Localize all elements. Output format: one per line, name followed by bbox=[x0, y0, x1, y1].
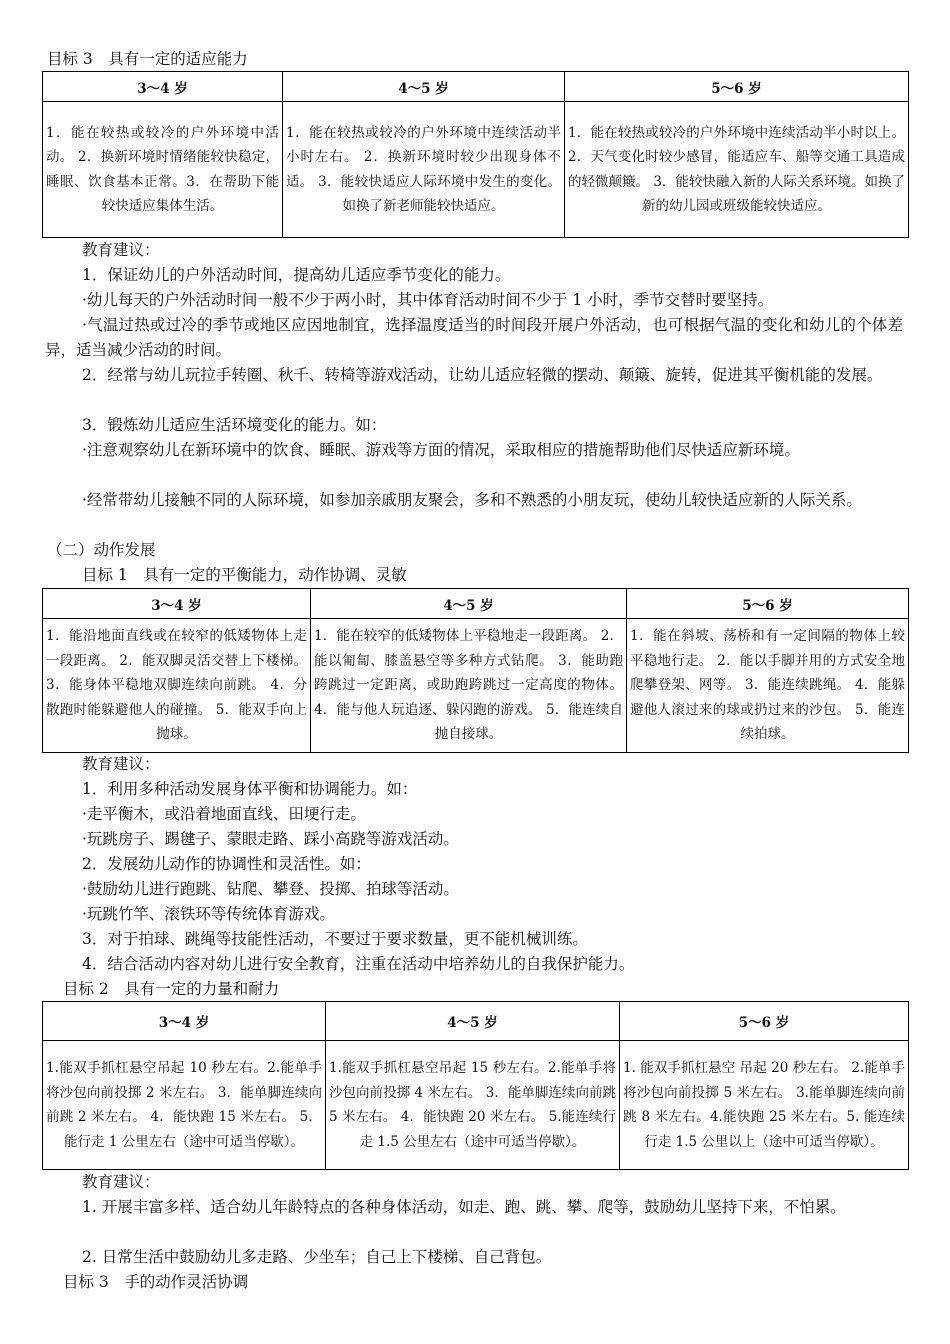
advice-item: ·走平衡木，或沿着地面直线、田埂行走。 bbox=[82, 805, 366, 823]
goal3b-title: 目标 3 手的动作灵活协调 bbox=[63, 1273, 249, 1291]
table-cell: 1．能在较窄的低矮物体上平稳地走一段距离。 2．能以匍匐、膝盖悬空等多种方式钻爬。 3．能助跑跨跳过一定距离，或助跑跨跳过一定高度的物体。 4．能与他人玩追逐、躲闪跑的游戏。 5．能连续自抛自接球。 bbox=[311, 619, 627, 753]
advice-item: 1. 开展丰富多样、适合幼儿年龄特点的各种身体活动，如走、跑、跳、攀、爬等，鼓励幼儿坚持下来，不怕累。 bbox=[82, 1198, 846, 1216]
table-cell: 1．能在斜坡、荡桥和有一定间隔的物体上较平稳地行走。 2．能以手脚并用的方式安全地爬攀登架、网等。 3．能连续跳绳。 4．能躲避他人滚过来的球或扔过来的沙包。 5．能连续拍球。 bbox=[627, 619, 909, 753]
advice-item: 1．利用多种活动发展身体平衡和协调能力。如： bbox=[82, 780, 418, 798]
advice-item: 3．锻炼幼儿适应生活环境变化的能力。如： bbox=[82, 416, 387, 434]
age-header-3-4: 3～4 岁 bbox=[43, 1002, 326, 1041]
adaptation-table bbox=[42, 71, 909, 238]
age-header-5-6: 5～6 岁 bbox=[627, 589, 909, 619]
goal1-title: 目标 1 具有一定的平衡能力，动作协调、灵敏 bbox=[82, 566, 407, 584]
table-cell: 1．能沿地面直线或在较窄的低矮物体上走一段距离。 2．能双脚灵活交替上下楼梯。 3．能身体平稳地双脚连续向前跳。 4．分散跑时能躲避他人的碰撞。 5．能双手向上抛球。 bbox=[43, 619, 311, 753]
advice-item: 2．发展幼儿动作的协调性和灵活性。如： bbox=[82, 855, 371, 873]
advice-item: ·注意观察幼儿在新环境中的饮食、睡眠、游戏等方面的情况，采取相应的措施帮助他们尽快适应新环境。 bbox=[82, 441, 800, 459]
goal3-title: 目标 3 具有一定的适应能力 bbox=[47, 50, 248, 68]
table-cell: 1.能双手抓杠悬空吊起 10 秒左右。2.能单手将沙包向前投掷 2 米左右。 3．能单脚连续向前跳 2 米左右。 4．能快跑 15 米左右。 5．能行走 1 公里左右（途中可适当停歇）。 bbox=[43, 1041, 326, 1170]
advice-label: 教育建议： bbox=[82, 241, 160, 259]
table-cell: 1．能在较热或较冷的户外环境中连续活动半小时以上。 2．天气变化时较少感冒，能适应车、船等交通工具造成的轻微颠簸。 3．能较快融入新的人际关系环境。如换了新的幼儿园或班级能较快适应。 bbox=[565, 102, 909, 238]
advice-item: 4．结合活动内容对幼儿进行安全教育，注重在活动中培养幼儿的自我保护能力。 bbox=[82, 955, 635, 973]
advice-item: ·玩跳竹竿、滚铁环等传统体育游戏。 bbox=[82, 905, 335, 923]
table-cell: 1. 能双手抓杠悬空 吊起 20 秒左右。 2.能单手将沙包向前投掷 5 米左右。 3.能单脚连续向前跳 8 米左右。4.能快跑 25 米左右。5. 能连续行走 1.5 公里以上（途中可适当停歇）。 bbox=[620, 1041, 909, 1170]
age-header-4-5: 4～5 岁 bbox=[311, 589, 627, 619]
advice-item: 2. 日常生活中鼓励幼儿多走路、少坐车；自己上下楼梯、自己背包。 bbox=[82, 1248, 552, 1266]
table-cell: 1.能双手抓杠悬空吊起 15 秒左右。2.能单手将沙包向前投掷 4 米左右。 3．能单脚连续向前跳 5 米左右。 4．能快跑 20 米左右。 5.能连续行走 1.5 公里左右（途中可适当停歇）。 bbox=[326, 1041, 620, 1170]
advice-label: 教育建议： bbox=[82, 755, 160, 773]
table-cell: 1．能在较热或较冷的户外环境中活动。 2．换新环境时情绪能较快稳定，睡眠、饮食基本正常。3．在帮助下能较快适应集体生活。 bbox=[43, 102, 283, 238]
table-cell: 1．能在较热或较冷的户外环境中连续活动半小时左右。 2．换新环境时较少出现身体不适。 3．能较快适应人际环境中发生的变化。如换了新老师能较快适应。 bbox=[283, 102, 565, 238]
advice-label: 教育建议： bbox=[82, 1173, 160, 1191]
section-title: （二）动作发展 bbox=[47, 541, 156, 559]
advice-item: ·玩跳房子、踢毽子、蒙眼走路、踩小高跷等游戏活动。 bbox=[82, 830, 459, 848]
age-header-4-5: 4～5 岁 bbox=[326, 1002, 620, 1041]
balance-table bbox=[42, 588, 909, 753]
age-header-4-5: 4～5 岁 bbox=[283, 72, 565, 102]
age-header-3-4: 3～4 岁 bbox=[43, 589, 311, 619]
advice-item: ·幼儿每天的户外活动时间一般不少于两小时，其中体育活动时间不少于 1 小时，季节交替时要坚持。 bbox=[82, 291, 774, 309]
advice-item: 3．对于拍球、跳绳等技能性活动，不要过于要求数量，更不能机械训练。 bbox=[82, 930, 588, 948]
age-header-5-6: 5～6 岁 bbox=[620, 1002, 909, 1041]
advice-item: 1．保证幼儿的户外活动时间，提高幼儿适应季节变化的能力。 bbox=[82, 266, 511, 284]
advice-item: ·气温过热或过冷的季节或地区应因地制宜，选择温度适当的时间段开展户外活动，也可根据气温的变化和幼儿的个体差异，适当减少活动的时间。 bbox=[45, 316, 903, 359]
age-header-5-6: 5～6 岁 bbox=[565, 72, 909, 102]
goal2-title: 目标 2 具有一定的力量和耐力 bbox=[63, 980, 280, 998]
strength-table bbox=[42, 1001, 909, 1170]
advice-item: 2．经常与幼儿玩拉手转圈、秋千、转椅等游戏活动，让幼儿适应轻微的摆动、颠簸、旋转，促进其平衡机能的发展。 bbox=[82, 366, 883, 384]
age-header-3-4: 3～4 岁 bbox=[43, 72, 283, 102]
advice-item: ·鼓励幼儿进行跑跳、钻爬、攀登、投掷、拍球等活动。 bbox=[82, 880, 459, 898]
advice-item: ·经常带幼儿接触不同的人际环境，如参加亲戚朋友聚会，多和不熟悉的小朋友玩，使幼儿较快适应新的人际关系。 bbox=[82, 491, 862, 509]
